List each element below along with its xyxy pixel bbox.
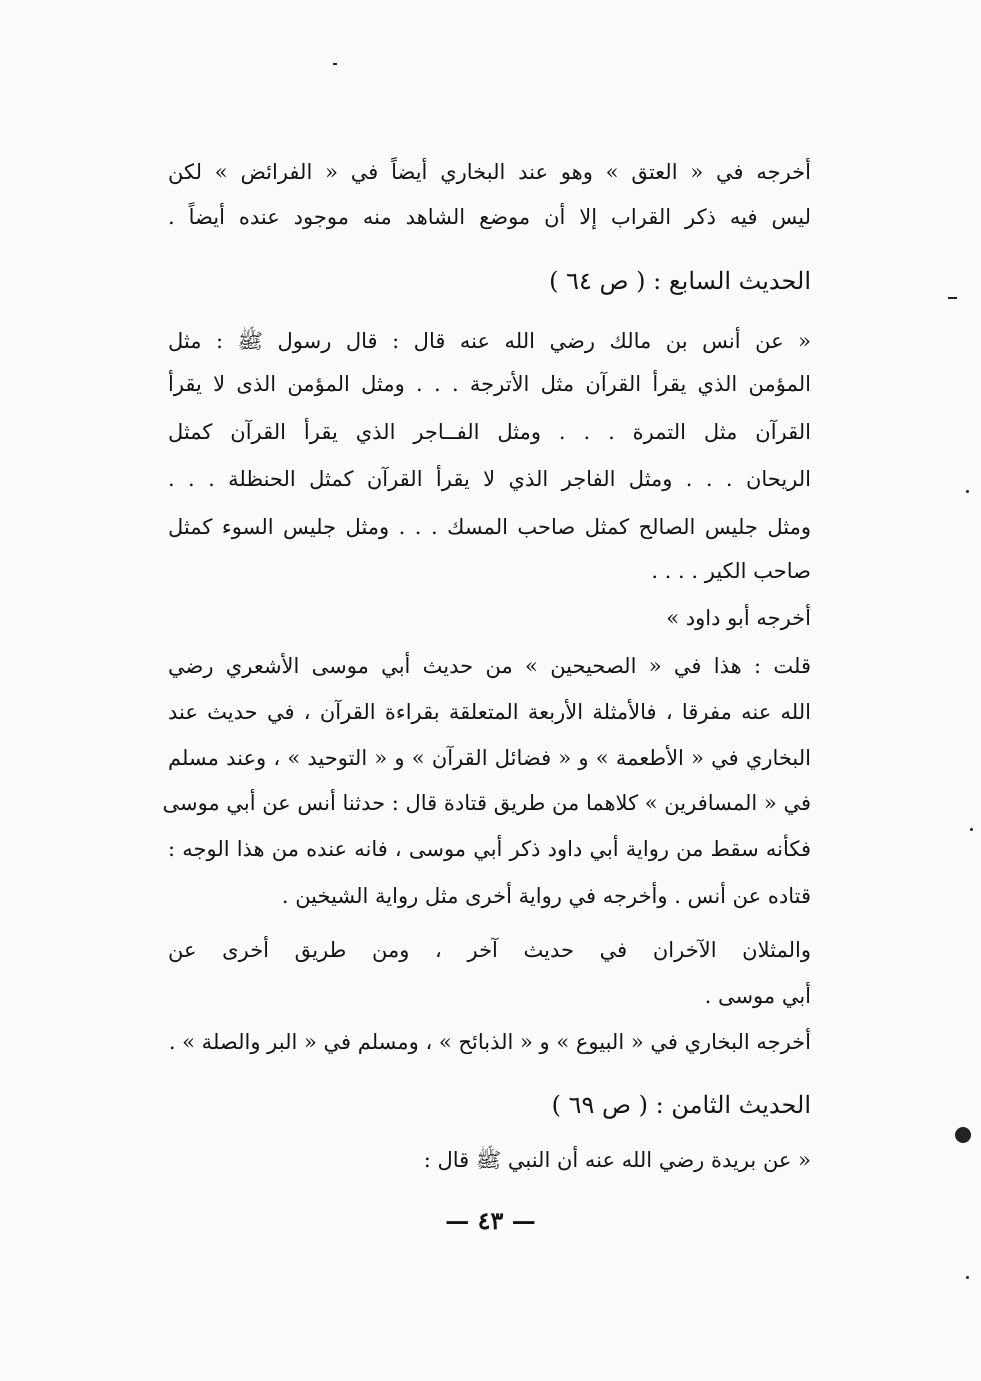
text-line-8: صاحب الكير . . . .: [651, 559, 811, 583]
scan-mark-dot-1: [966, 490, 969, 493]
text-line-19: « عن بريدة رضي الله عنه أن النبي ﷺ قال :: [423, 1148, 811, 1172]
text-line-9: أخرجه أبو داود »: [666, 606, 811, 630]
text-line-12: البخاري في « الأطعمة » و « فضائل القرآن » و « التوحيد » ، وعند مسلم: [168, 746, 811, 770]
scan-mark-dot-2: [970, 828, 973, 831]
text-line-15: قتاده عن أنس . وأخرجه في رواية أخرى مثل رواية الشيخين .: [281, 884, 811, 908]
page-number: — ٤٣ —: [445, 1206, 536, 1235]
text-line-5: القرآن مثل التمرة . . . ومثل الفــاجر الذي يقرأ القرآن كمثل: [168, 420, 811, 444]
text-line-2: ليس فيه ذكر القراب إلا أن موضع الشاهد منه موجود عنده أيضاً .: [168, 205, 811, 229]
text-line-11: الله عنه مفرقا ، فالأمثلة الأربعة المتعلقة بقراءة القرآن ، في حديث عند: [168, 700, 811, 724]
text-line-14: فكأنه سقط من رواية أبي داود ذكر أبي موسى ، فانه عنده من هذا الوجه :: [168, 837, 811, 861]
scan-mark-dot-3: [966, 1276, 969, 1279]
scan-mark-dash: [948, 297, 957, 299]
text-line-3: « عن أنس بن مالك رضي الله عنه قال : قال رسول ﷺ : مثل: [168, 329, 811, 353]
section-heading-seventh-hadith: الحديث السابع : ( ص ٦٤ ): [549, 267, 811, 295]
text-line-10: قلت : هذا في « الصحيحين » من حديث أبي موسى الأشعري رضي: [168, 654, 811, 678]
text-line-7: ومثل جليس الصالح كمثل صاحب المسك . . . ومثل جليس السوء كمثل: [168, 515, 811, 539]
text-line-4: المؤمن الذي يقرأ القرآن مثل الأترجة . . . ومثل المؤمن الذى لا يقرأ: [168, 372, 811, 396]
text-line-18: أخرجه البخاري في « البيوع » و « الذبائح » ، ومسلم في « البر والصلة » .: [168, 1030, 811, 1054]
scan-mark-blot: [955, 1127, 971, 1143]
scan-mark-top: [333, 63, 337, 65]
text-line-17: أبي موسى .: [704, 984, 811, 1008]
text-line-6: الريحان . . . ومثل الفاجر الذي لا يقرأ القرآن كمثل الحنظلة . . .: [168, 467, 811, 491]
text-line-16: والمثلان الآخران في حديث آخر ، ومن طريق أخرى عن: [168, 938, 811, 962]
text-line-1: أخرجه في « العتق » وهو عند البخاري أيضاً في « الفرائض » لكن: [168, 160, 811, 184]
text-line-13: في « المسافرين » كلاهما من طريق قتادة قال : حدثنا أنس عن أبي موسى: [162, 791, 811, 815]
section-heading-eighth-hadith: الحديث الثامن : ( ص ٦٩ ): [551, 1091, 811, 1119]
